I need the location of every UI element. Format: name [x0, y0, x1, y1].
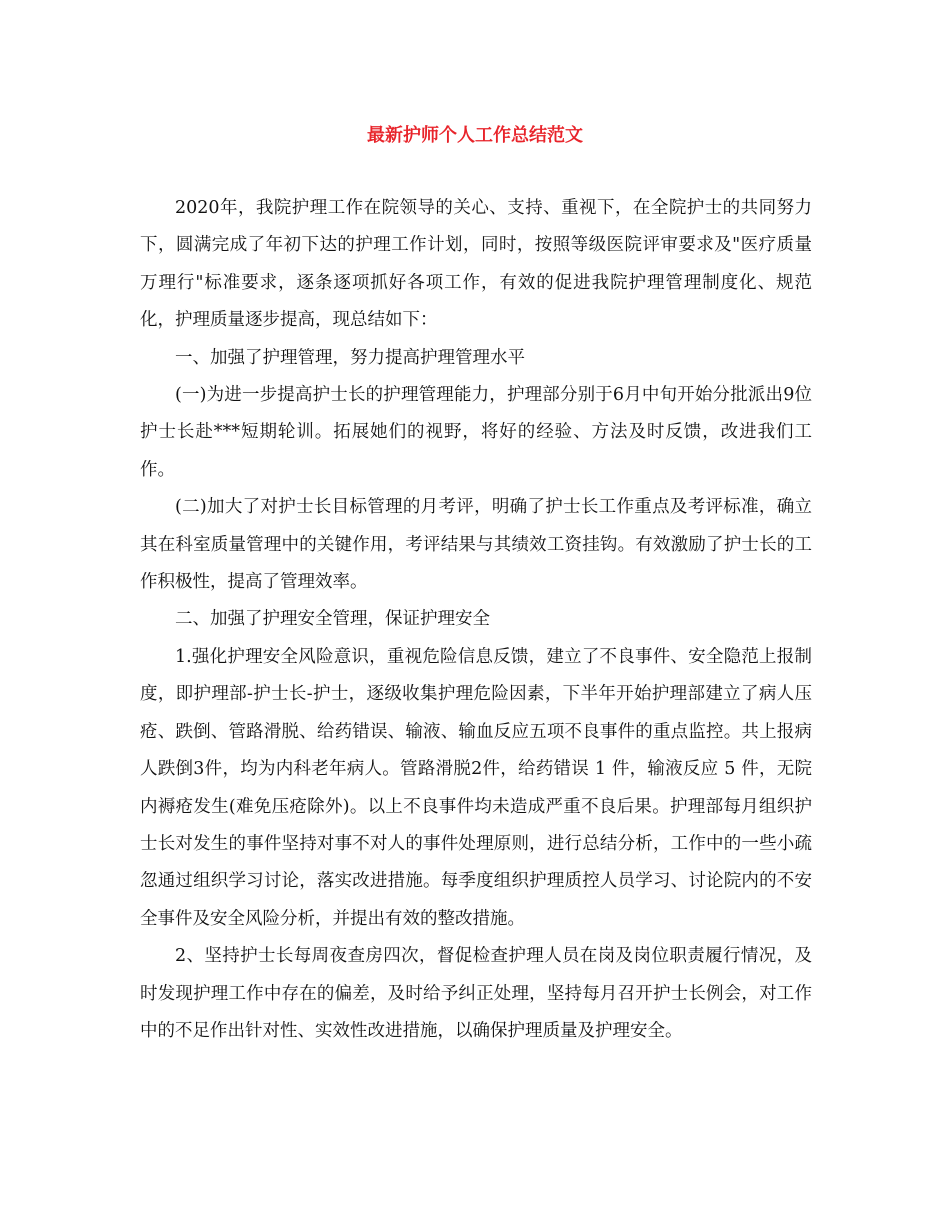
heading-section-2: 二、加强了护理安全管理，保证护理安全: [175, 609, 490, 630]
document-title: 最新护师个人工作总结范文: [367, 125, 583, 146]
heading-section-1: 一、加强了护理管理，努力提高护理管理水平: [175, 347, 525, 368]
document-body: [140, 190, 812, 1050]
paragraph-2-2: 2、坚持护士长每周夜查房四次，督促检查护理人员在岗及岗位职责履行情况，及时发现护理工作中存在的偏差，及时给予纠正处理，坚持每月召开护士长例会，对工作中的不足作出针对性、实效性改进措施，以确保护理质量及护理安全。: [140, 946, 812, 1041]
paragraph-2-1: 1.强化护理安全风险意识，重视危险信息反馈，建立了不良事件、安全隐范上报制度，即护理部-护士长-护士，逐级收集护理危险因素，下半年开始护理部建立了病人压疮、跌倒、管路滑脱、给药错误、输液、输血反应五项不良事件的重点监控。共上报病人跌倒3件，均为内科老年病人。管路滑脱2件，给药错误 1 件，输液反应 5 件，无院内褥疮发生(难免压疮除外)。以上不良事件均未造成严重不良后果。护理部每月组织护士长对发生的事件坚持对事不对人的事件处理原则，进行总结分析，工作中的一些小疏忽通过组织学习讨论，落实改进措施。每季度组织护理质控人员学习、讨论院内的不安全事件及安全风险分析，并提出有效的整改措施。: [140, 646, 812, 929]
paragraph-intro: 2020年，我院护理工作在院领导的关心、支持、重视下，在全院护士的共同努力下，圆满完成了年初下达的护理工作计划，同时，按照等级医院评审要求及"医疗质量万理行"标准要求，逐条逐项抓好各项工作，有效的促进我院护理管理制度化、规范化，护理质量逐步提高，现总结如下：: [140, 198, 812, 331]
paragraph-1-1: (一)为进一步提高护士长的护理管理能力，护理部分别于6月中旬开始分批派出9位护士长赴***短期轮训。拓展她们的视野，将好的经验、方法及时反馈，改进我们工作。: [140, 385, 812, 480]
paragraph-1-2: (二)加大了对护士长目标管理的月考评，明确了护士长工作重点及考评标准，确立其在科室质量管理中的关键作用，考评结果与其绩效工资挂钩。有效激励了护士长的工作积极性，提高了管理效率。: [140, 497, 812, 593]
